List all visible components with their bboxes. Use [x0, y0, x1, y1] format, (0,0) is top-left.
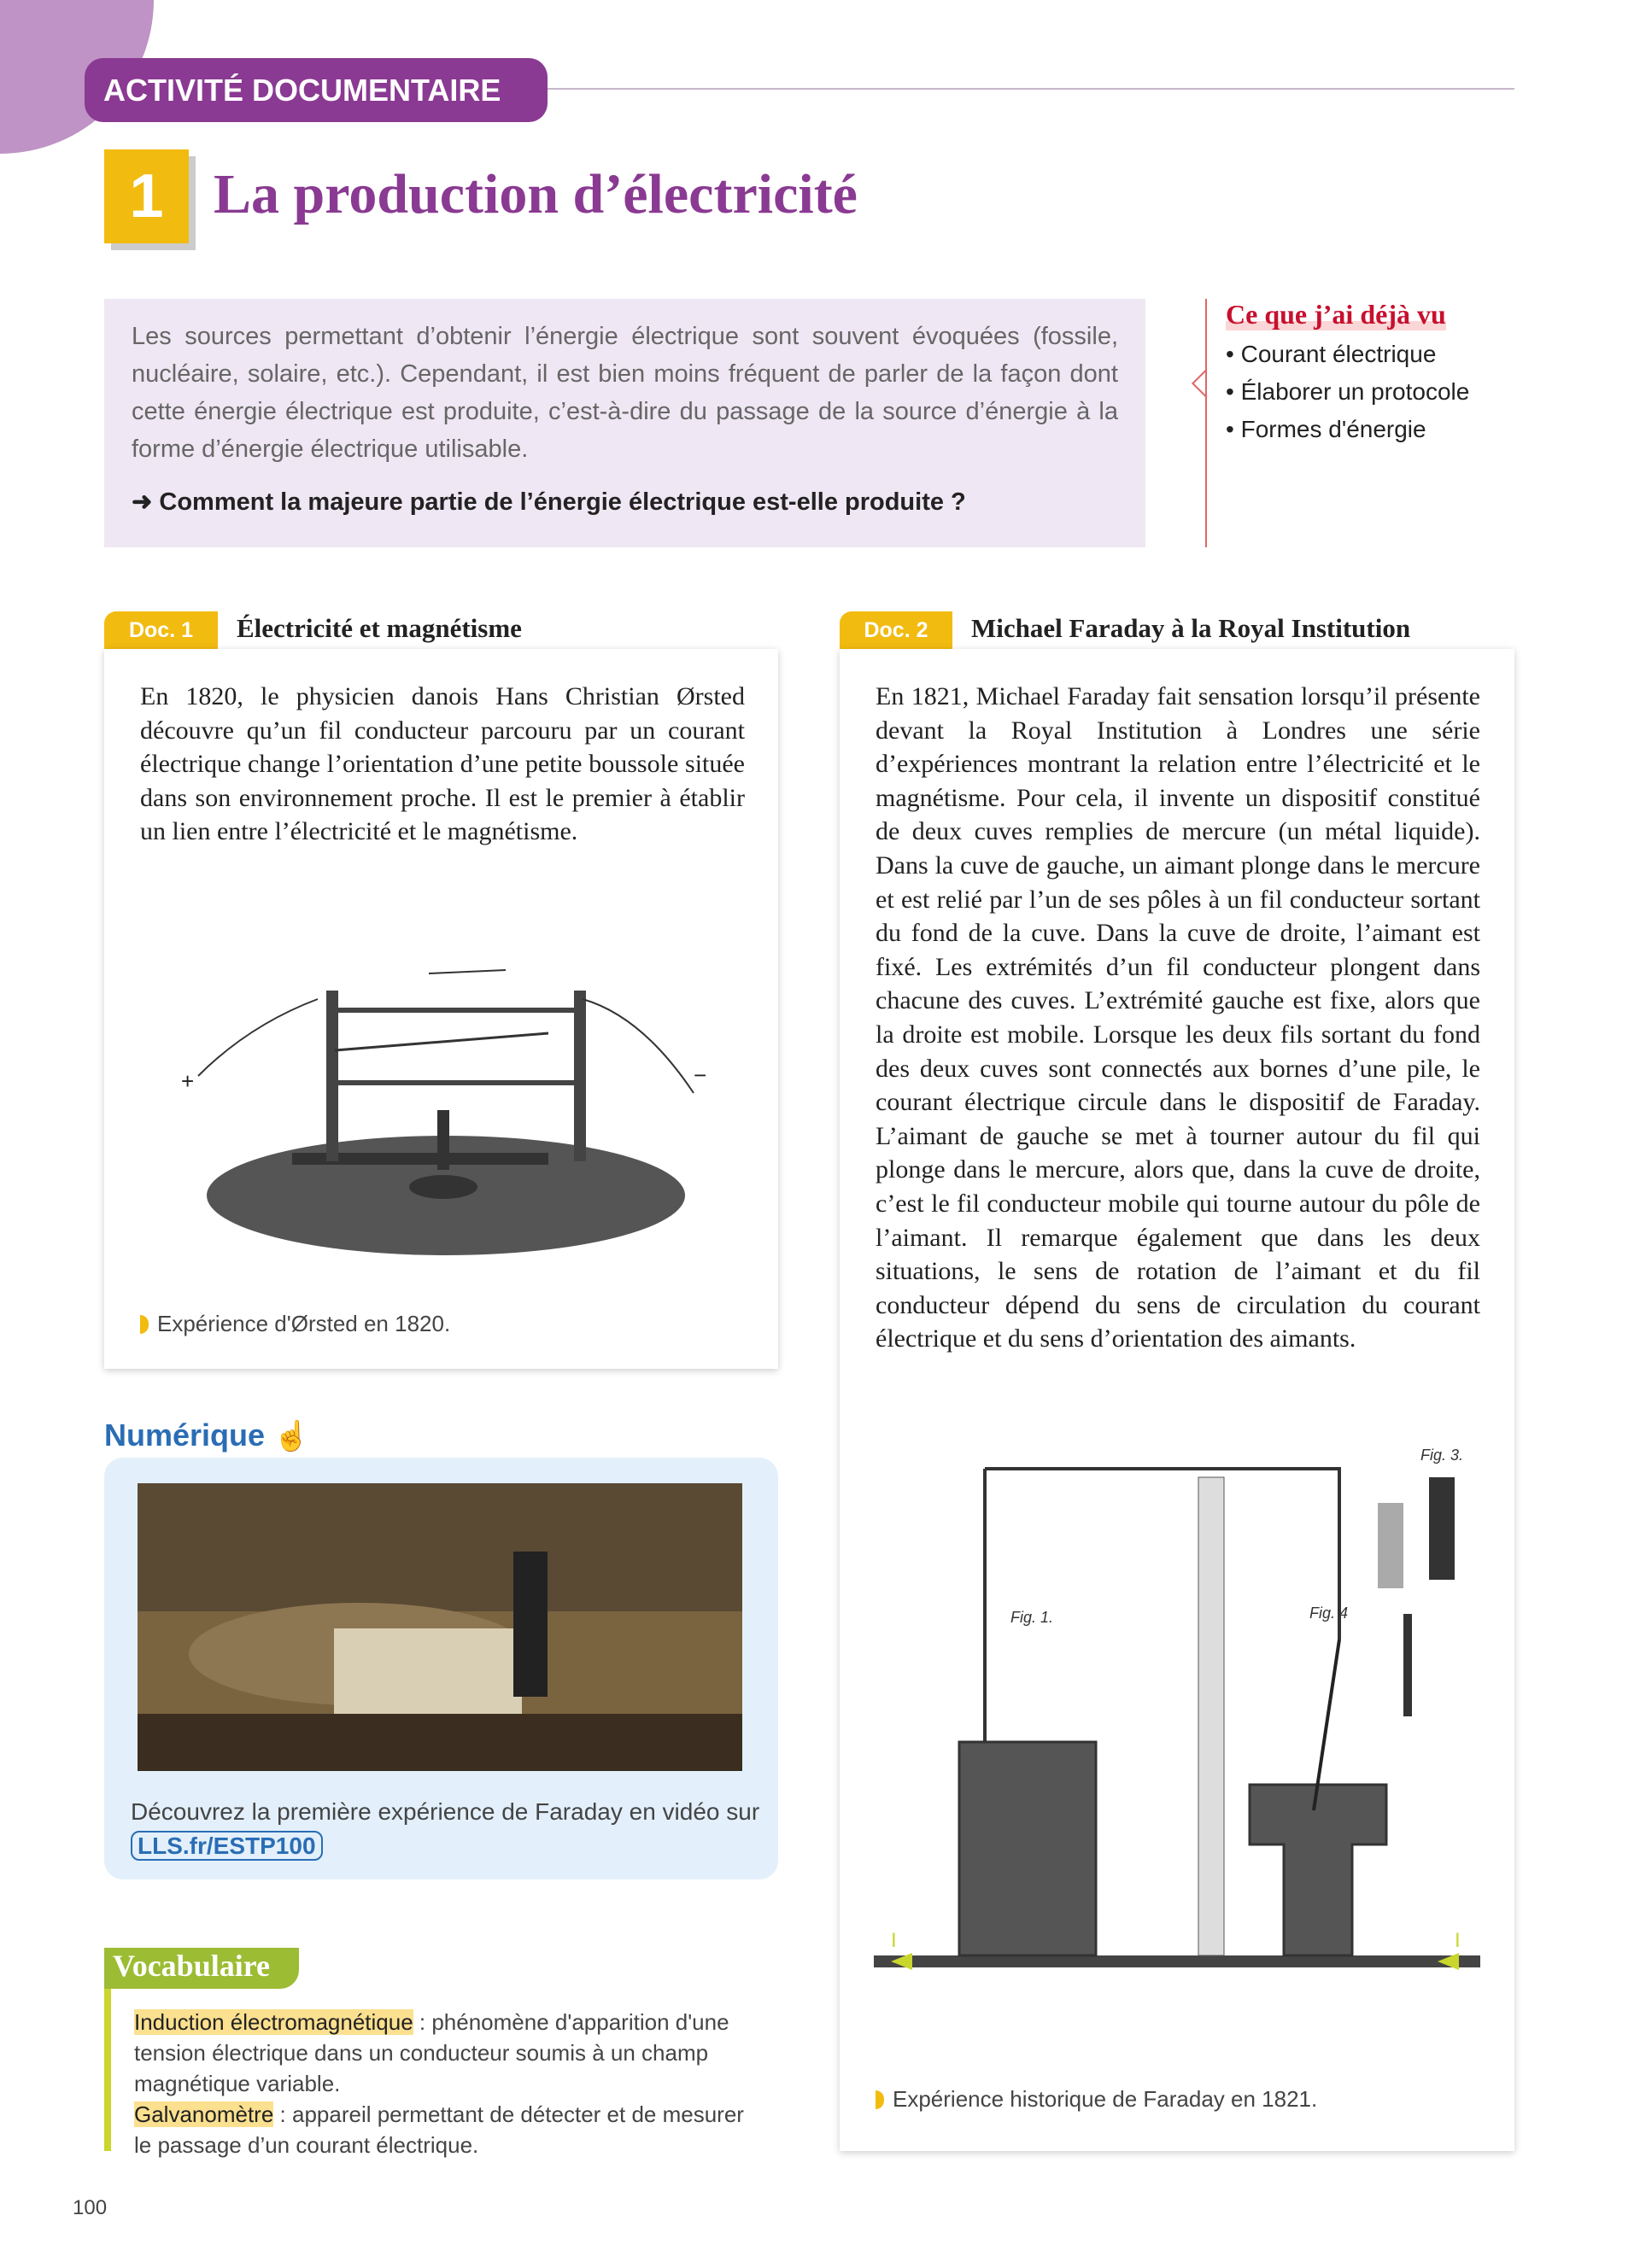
- intro-text: Les sources permettant d’obtenir l’énergie électrique sont souvent évoquées (fossile, nucléaire, solaire, etc.). Cependant, il est bien moins fréquent de parler de la façon dont cette énergie électrique est produite, c’est-à-dire du passage de la source d’énergie à la forme d’énergie électrique utilisable.: [132, 323, 1118, 463]
- prior-knowledge-title: Ce que j’ai déjà vu: [1226, 299, 1446, 330]
- faraday-illustration: [874, 1443, 1480, 2024]
- vocab-definition: : appareil permettant de détecter et de mesurer le passage d’un courant électrique.: [134, 2101, 744, 2158]
- doc1-text: En 1820, le physicien danois Hans Christian Ørsted découvre qu’un fil conducteur parcouru par un courant électrique change l’orientation d’une petite boussole située dans son environnement proche. Il est le premier à établir un lien entre l’électricité et le magnétisme.: [140, 682, 745, 846]
- prior-item: • Courant électrique: [1226, 336, 1513, 373]
- numerique-text: [131, 1795, 763, 1863]
- current-label-left: I: [891, 1929, 897, 1952]
- current-label-right: I: [1455, 1929, 1461, 1952]
- doc1-caption: Expérience d'Ørsted en 1820.: [140, 1311, 738, 1337]
- fig3-label: Fig. 3.: [1420, 1447, 1464, 1464]
- vocab-term: Galvanomètre: [134, 2101, 274, 2127]
- page-number: 100: [73, 2196, 108, 2219]
- intro-box: [104, 299, 1145, 547]
- numerique-label: [104, 1418, 531, 1453]
- doc2-tab: Doc. 2: [840, 611, 952, 649]
- doc1-tab: Doc. 1: [104, 611, 218, 649]
- pointer-hand-icon: ☝: [273, 1420, 310, 1453]
- minus-label: −: [694, 1062, 707, 1088]
- numerique-description: Découvrez la première expérience de Faraday en vidéo sur: [131, 1798, 760, 1825]
- prior-item: • Élaborer un protocole: [1226, 373, 1513, 411]
- doc2-title: Michael Faraday à la Royal Institution: [971, 613, 1411, 643]
- page-title: La production d’électricité: [214, 163, 858, 225]
- fig4-label: Fig. 4: [1309, 1605, 1349, 1622]
- faraday-lecture-image[interactable]: [138, 1483, 742, 1771]
- intro-question: [132, 483, 1118, 521]
- doc1-card: [104, 649, 778, 1369]
- doc2-card: [840, 649, 1514, 2151]
- vocab-definition: : phénomène d'apparition d'une tension électrique dans un conducteur soumis à un champ magnétique variable.: [134, 2009, 729, 2096]
- plus-label: +: [181, 1068, 195, 1094]
- video-link[interactable]: LLS.fr/ESTP100: [131, 1831, 323, 1861]
- doc2-caption: Expérience historique de Faraday en 1821.: [876, 2086, 1473, 2113]
- fig1-label: Fig. 1.: [1010, 1609, 1054, 1626]
- doc1-title: Électricité et magnétisme: [237, 613, 522, 643]
- activity-number: 1: [104, 149, 189, 243]
- vocabulary-item: [134, 2099, 766, 2160]
- section-badge: ACTIVITÉ DOCUMENTAIRE: [85, 58, 548, 122]
- vocabulary-bar: [104, 1989, 111, 2151]
- vocabulary-item: [134, 2007, 766, 2099]
- vocabulary-title: Vocabulaire: [104, 1948, 299, 1989]
- prior-knowledge: [1205, 299, 1513, 547]
- vocabulary-list: [134, 2007, 766, 2160]
- header-divider: [548, 88, 1514, 90]
- doc2-text: En 1821, Michael Faraday fait sensation lorsqu’il présente devant la Royal Institution à Londres une série d’expériences montrant la relation entre l’électricité et le magnétisme. Pour cela, il invente un dispositif constitué de deux cuves remplies de mercure (un métal liquide). Dans la cuve de gauche, un aimant plonge dans le mercure et est relié par l’un de ses pôles à un fil conducteur sortant du fond de la cuve. Dans la cuve de droite, l’aimant est fixé. Les extrémités d’un fil conducteur plongent dans chacune des cuves. L’extrémité gauche est fixe, alors que la droite est mobile. Lorsque les deux fils sortant du fond des deux cuves sont connectés aux bornes d’une pile, le courant électrique circule dans le dispositif de Faraday. L’aimant de gauche se met à tourner autour du fil qui plonge dans le mercure, alors que, dans la cuve de droite, c’est le fil conducteur mobile qui tourne autour du pôle de l’aimant. Il remarque également que dans les deux situations, le sens de rotation de l’aimant et du fil conducteur dépend du sens de circulation du courant électrique et du sens d’orientation des aimants.: [876, 682, 1480, 1353]
- question-text: Comment la majeure partie de l’énergie électrique est-elle produite ?: [159, 488, 966, 516]
- prior-item: • Formes d'énergie: [1226, 411, 1513, 448]
- numerique-title: Numérique: [104, 1418, 266, 1453]
- vocab-term: Induction électromagnétique: [134, 2009, 413, 2035]
- arrow-icon: ➜: [132, 488, 153, 516]
- oersted-illustration: [147, 939, 745, 1264]
